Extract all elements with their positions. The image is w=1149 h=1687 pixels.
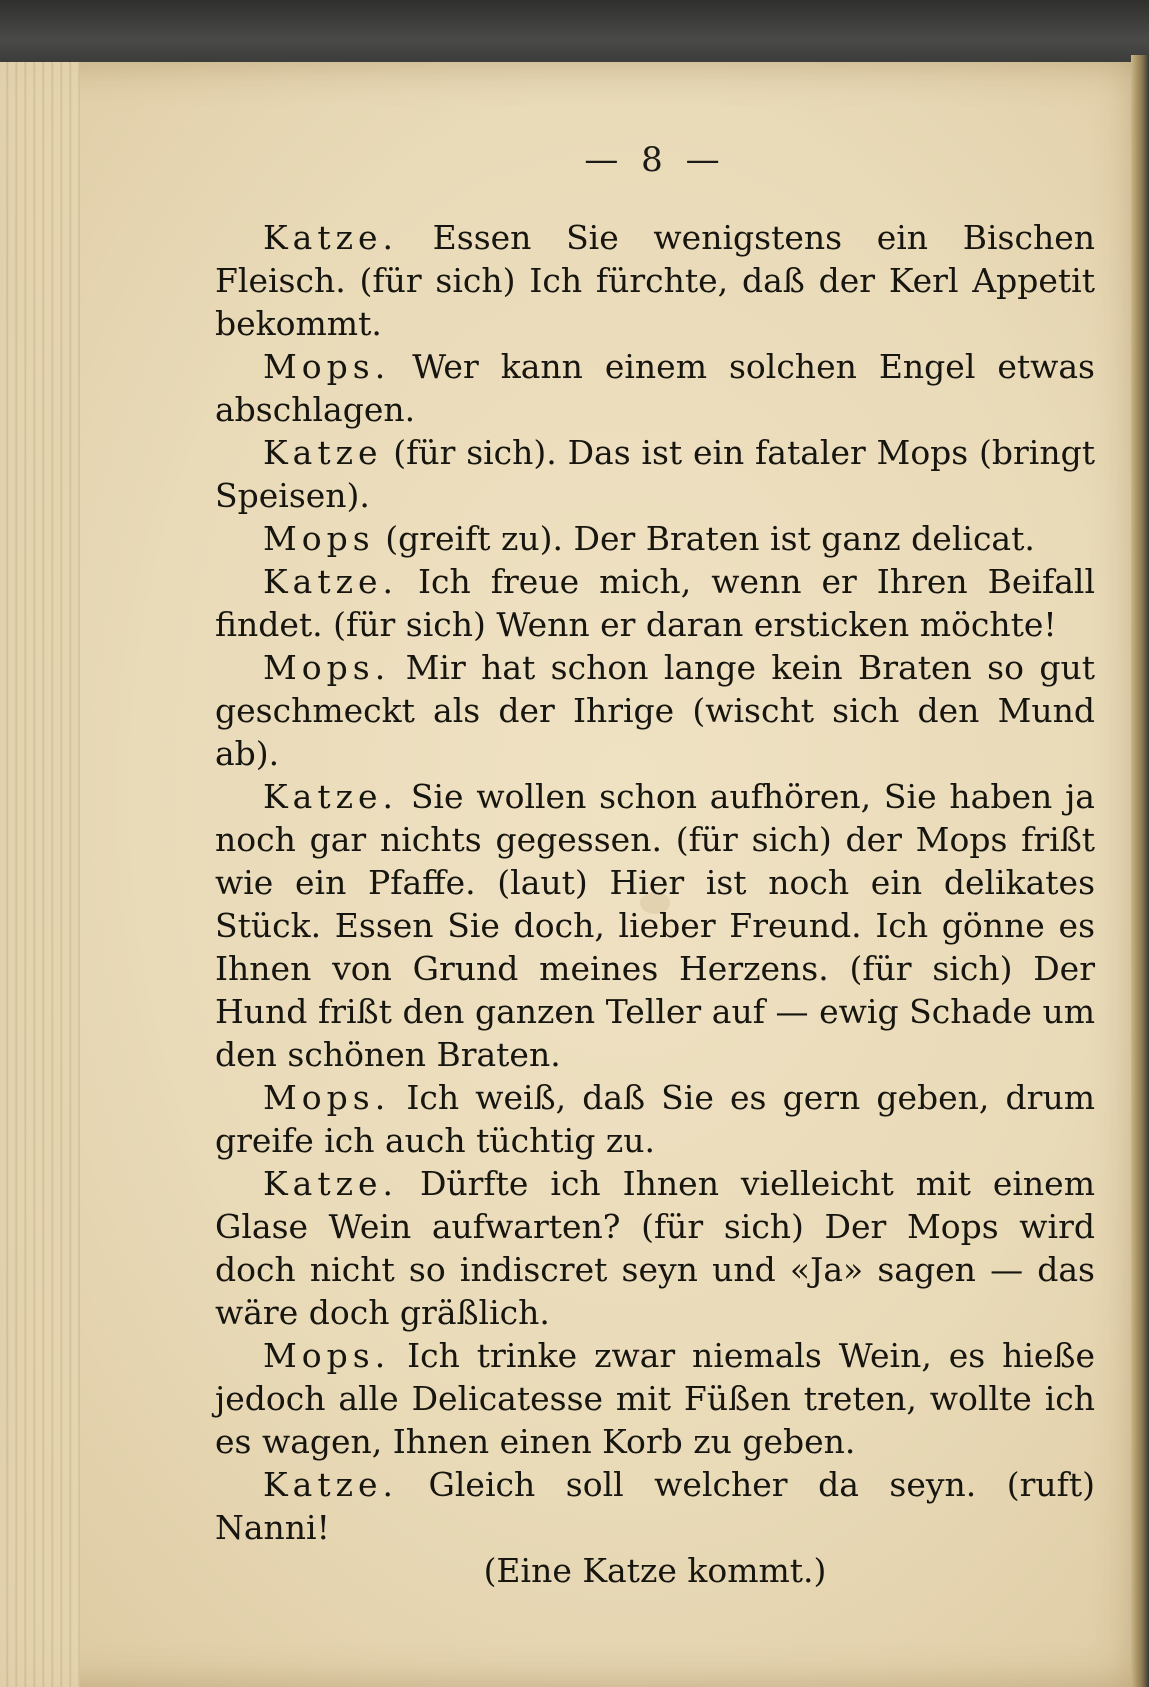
dialogue-text: Ich weiß, daß Sie es gern geben, drum greife ich auch tüchtig zu.: [215, 1078, 1095, 1160]
dialogue-paragraph: [215, 646, 1095, 775]
dialogue-paragraph: [215, 216, 1095, 345]
dialogue-paragraph: [215, 1334, 1095, 1463]
dialogue-text: Wer kann einem solchen Engel etwas abschlagen.: [215, 347, 1095, 429]
dialogue-text: Gleich soll welcher da seyn. (ruft) Nanni!: [215, 1465, 1095, 1547]
dialogue-text: Sie wollen schon aufhören, Sie haben ja noch gar nichts gegessen. (für sich) der Mops frißt wie ein Pfaffe. (laut) Hier ist noch ein delikates Stück. Essen Sie doch, lieber Freund. Ich gönne es Ihnen von Grund meines Herzens. (für sich) Der Hund frißt den ganzen Teller auf — ewig Schade um den schönen Braten.: [215, 777, 1095, 1074]
text-block: [215, 140, 1095, 1592]
speaker-name: Mops.: [263, 347, 391, 386]
dialogue-paragraph: [215, 560, 1095, 646]
stage-direction: (Eine Katze kommt.): [483, 1551, 827, 1590]
dialogue-text: Mir hat schon lange kein Braten so gut geschmeckt als der Ihrige (wischt sich den Mund ab).: [215, 648, 1095, 773]
dialogue-text: Ich freue mich, wenn er Ihren Beifall findet. (für sich) Wenn er daran ersticken möchte!: [215, 562, 1095, 644]
dialogue-paragraph: [215, 775, 1095, 1076]
dialogue-paragraph: [215, 517, 1095, 560]
dialogue-text: (für sich). Das ist ein fataler Mops (bringt Speisen).: [215, 433, 1095, 515]
speaker-name: Katze: [263, 433, 383, 472]
dialogue-text: (greift zu). Der Braten ist ganz delicat.: [374, 519, 1035, 558]
dialogue-paragraph: [215, 345, 1095, 431]
speaker-name: Mops.: [263, 1336, 391, 1375]
dialogue-text: Essen Sie wenigstens ein Bischen Fleisch. (für sich) Ich fürchte, daß der Kerl Appetit bekommt.: [215, 218, 1095, 343]
page-stack-edge: [0, 62, 80, 1687]
dialogue-paragraph: [215, 1076, 1095, 1162]
speaker-name: Mops: [263, 519, 375, 558]
speaker-name: Katze.: [263, 777, 398, 816]
dialogue-paragraph: [215, 1162, 1095, 1334]
speaker-name: Katze.: [263, 1164, 398, 1203]
speaker-name: Mops.: [263, 648, 391, 687]
speaker-name: Katze.: [263, 562, 398, 601]
speaker-name: Mops.: [263, 1078, 391, 1117]
speaker-name: Katze.: [263, 1465, 398, 1504]
dialogue-text: Dürfte ich Ihnen vielleicht mit einem Glase Wein aufwarten? (für sich) Der Mops wird doch nicht so indiscret seyn und «Ja» sagen — das wäre doch gräßlich.: [215, 1164, 1095, 1332]
page-number: — 8 —: [584, 140, 726, 180]
book-spine-edge: [1131, 55, 1149, 1687]
dialogue-paragraph: [215, 1463, 1095, 1549]
dialogue-paragraph: [215, 431, 1095, 517]
dialogue-text: Ich trinke zwar niemals Wein, es hieße jedoch alle Delicatesse mit Füßen treten, wollte ich es wagen, Ihnen einen Korb zu geben.: [215, 1336, 1095, 1461]
speaker-name: Katze.: [263, 218, 398, 257]
